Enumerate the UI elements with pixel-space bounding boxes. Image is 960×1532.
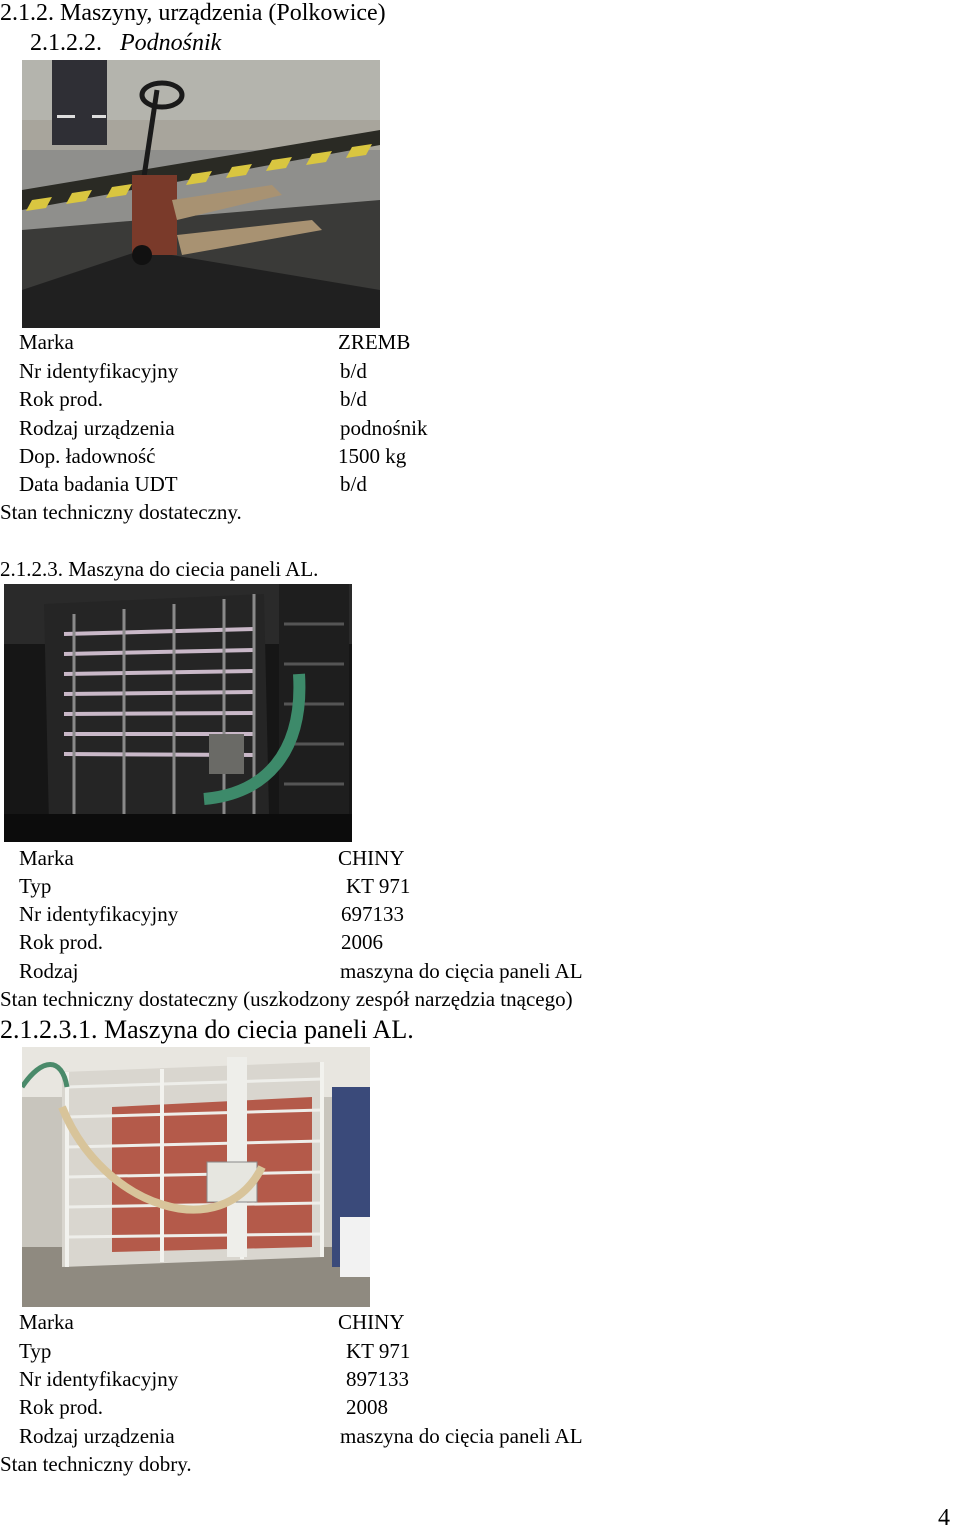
table-row-label: Data badania UDT (19, 472, 178, 496)
condition-text: Stan techniczny dostateczny. (0, 500, 242, 524)
table-row-label: Marka (19, 1310, 74, 1334)
table-row-label: Rok prod. (19, 930, 103, 954)
panel-saw-photo-2 (22, 1047, 370, 1307)
table-row-value: maszyna do cięcia paneli AL (340, 1424, 583, 1448)
table-row-value: 697133 (341, 902, 404, 926)
table-row-value: 2008 (346, 1395, 388, 1419)
table-row-value: KT 971 (346, 1339, 411, 1363)
table-row-label: Nr identyfikacyjny (19, 1367, 179, 1391)
table-row-value: ZREMB (338, 330, 411, 354)
table-row-label: Marka (19, 330, 74, 354)
table-row-value: b/d (340, 387, 367, 411)
table-row-value: 2006 (341, 930, 383, 954)
table-row-label: Marka (19, 846, 74, 870)
table-row-label: Rodzaj urządzenia (19, 1424, 175, 1448)
table-row-label: Rok prod. (19, 387, 103, 411)
table-row-value: b/d (340, 472, 367, 496)
table-row-label: Rodzaj urządzenia (19, 416, 175, 440)
table-row-label: Rok prod. (19, 1395, 103, 1419)
table-row-value: 897133 (346, 1367, 409, 1391)
subsection-heading-lift: 2.1.2.2. Podnośnik (30, 30, 222, 56)
section-heading: 2.1.2. Maszyny, urządzenia (Polkowice) (0, 0, 386, 26)
table-row-value: CHINY (338, 1310, 405, 1334)
table-row-label: Rodzaj (19, 959, 79, 983)
table-row-value: b/d (340, 359, 367, 383)
subsection-heading-saw-2: 2.1.2.3.1. Maszyna do ciecia paneli AL. (0, 1015, 414, 1044)
table-row-label: Nr identyfikacyjny (19, 902, 179, 926)
table-row-value: KT 971 (346, 874, 411, 898)
page-number: 4 (938, 1505, 950, 1531)
condition-text: Stan techniczny dobry. (0, 1452, 192, 1476)
table-row-value: maszyna do cięcia paneli AL (340, 959, 583, 983)
panel-saw-photo-1 (4, 584, 352, 842)
subsection-heading-saw: 2.1.2.3. Maszyna do ciecia paneli AL. (0, 557, 319, 581)
table-row-label: Nr identyfikacyjny (19, 359, 179, 383)
table-row-value: CHINY (338, 846, 405, 870)
table-row-label: Dop. ładowność (19, 444, 156, 468)
table-row-value: 1500 kg (338, 444, 407, 468)
pallet-truck-photo (22, 60, 380, 328)
table-row-label: Typ (19, 874, 52, 898)
table-row-value: podnośnik (340, 416, 428, 440)
table-row-label: Typ (19, 1339, 52, 1363)
condition-text: Stan techniczny dostateczny (uszkodzony zespół narzędzia tnącego) (0, 987, 573, 1011)
